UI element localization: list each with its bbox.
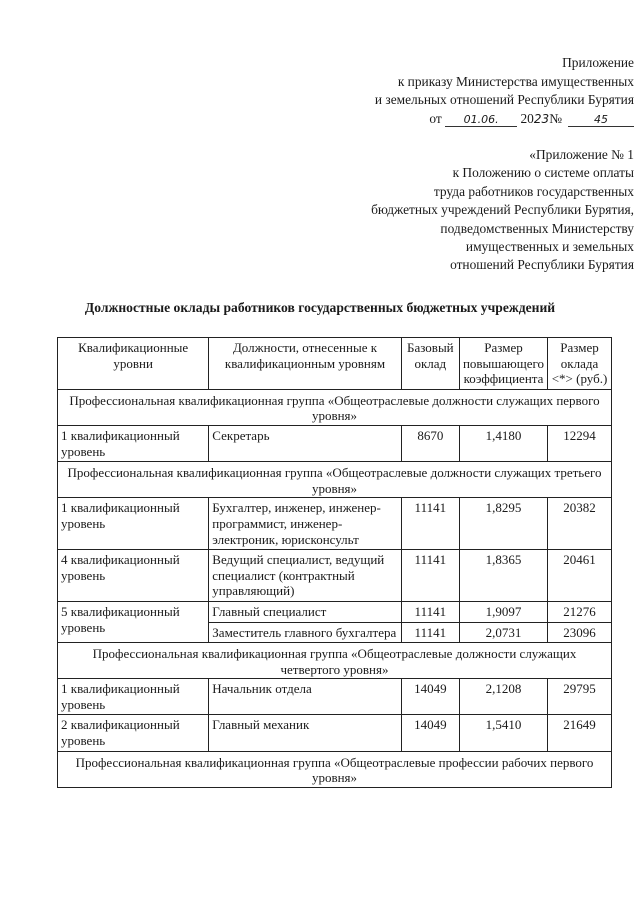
header-base-salary: Базовый оклад <box>401 338 459 390</box>
order-reference-block <box>375 54 634 128</box>
group-row <box>58 751 612 787</box>
cell-position: Главный механик <box>209 715 401 751</box>
appendix-line-7: отношений Республики Бурятия <box>450 257 634 273</box>
order-year-prefix: 20 <box>520 110 534 126</box>
cell-position: Заместитель главного бухгалтера <box>209 622 401 643</box>
table-row <box>58 601 612 622</box>
salary-table <box>57 337 612 788</box>
order-number-label: № <box>549 110 562 126</box>
cell-base-salary: 8670 <box>401 425 459 461</box>
cell-position: Начальник отдела <box>209 679 401 715</box>
cell-coefficient: 1,9097 <box>459 601 547 622</box>
cell-position: Ведущий специалист, ведущий специалист (контрактный управляющий) <box>209 550 401 602</box>
cell-salary: 23096 <box>548 622 612 643</box>
cell-position: Главный специалист <box>209 601 401 622</box>
table-row <box>58 498 612 550</box>
appendix-line-2: к Положению о системе оплаты <box>452 165 634 181</box>
order-year-handwritten: 23 <box>533 111 550 126</box>
cell-salary: 29795 <box>548 679 612 715</box>
cell-salary: 20461 <box>548 550 612 602</box>
table-row <box>58 425 612 461</box>
order-date-line <box>375 110 634 129</box>
cell-salary: 12294 <box>548 425 612 461</box>
cell-base-salary: 11141 <box>401 601 459 622</box>
order-number-handwritten: 45 <box>568 114 634 127</box>
cell-base-salary: 14049 <box>401 715 459 751</box>
table-header-row <box>58 338 612 390</box>
header-line-3: и земельных отношений Республики Бурятия <box>374 92 634 107</box>
cell-coefficient: 1,8365 <box>459 550 547 602</box>
document-title: Должностные оклады работников государственных бюджетных учреждений <box>84 300 556 315</box>
order-prefix: от <box>429 110 442 126</box>
cell-level: 2 квалификационный уровень <box>58 715 209 751</box>
cell-coefficient: 2,0731 <box>459 622 547 643</box>
cell-salary: 21649 <box>548 715 612 751</box>
appendix-reference-block <box>371 146 634 275</box>
cell-position: Бухгалтер, инженер, инженер-программист, инженер-электроник, юрисконсульт <box>209 498 401 550</box>
cell-base-salary: 11141 <box>401 622 459 643</box>
cell-salary: 21276 <box>548 601 612 622</box>
cell-coefficient: 1,4180 <box>459 425 547 461</box>
cell-level: 1 квалификационный уровень <box>58 425 209 461</box>
table-row <box>58 715 612 751</box>
appendix-line-4: бюджетных учреждений Республики Бурятия, <box>371 202 634 218</box>
table-row <box>58 550 612 602</box>
cell-coefficient: 1,8295 <box>459 498 547 550</box>
cell-level: 5 квалификационный уровень <box>58 601 209 642</box>
cell-level: 1 квалификационный уровень <box>58 679 209 715</box>
table-row <box>58 679 612 715</box>
cell-coefficient: 1,5410 <box>459 715 547 751</box>
header-positions: Должности, отнесенные к квалификационным уровням <box>209 338 401 390</box>
appendix-line-5: подведомственных Министерству <box>440 220 634 236</box>
group-title: Профессиональная квалификационная группа «Общеотраслевые должности служащих третьего уровня» <box>58 462 612 498</box>
order-date-handwritten: 01.06. <box>445 114 517 127</box>
cell-level: 1 квалификационный уровень <box>58 498 209 550</box>
cell-level: 4 квалификационный уровень <box>58 550 209 602</box>
header-line-1: Приложение <box>562 55 634 70</box>
group-row <box>58 389 612 425</box>
cell-salary: 20382 <box>548 498 612 550</box>
group-title: Профессиональная квалификационная группа «Общеотраслевые профессии рабочих первого уровня» <box>58 751 612 787</box>
group-row <box>58 643 612 679</box>
cell-base-salary: 14049 <box>401 679 459 715</box>
group-row <box>58 462 612 498</box>
cell-base-salary: 11141 <box>401 550 459 602</box>
cell-coefficient: 2,1208 <box>459 679 547 715</box>
header-salary-size: Размер оклада <*> (руб.) <box>548 338 612 390</box>
cell-base-salary: 11141 <box>401 498 459 550</box>
appendix-line-6: имущественных и земельных <box>465 239 634 255</box>
group-title: Профессиональная квалификационная группа «Общеотраслевые должности служащих первого уровня» <box>58 389 612 425</box>
header-qualification-levels: Квалификационные уровни <box>58 338 209 390</box>
cell-position: Секретарь <box>209 425 401 461</box>
header-coefficient: Размер повышающего коэффициента <box>459 338 547 390</box>
group-title: Профессиональная квалификационная группа «Общеотраслевые должности служащих четвертого уровня» <box>58 643 612 679</box>
appendix-line-1: «Приложение № 1 <box>529 147 634 162</box>
appendix-line-3: труда работников государственных <box>433 183 634 199</box>
header-line-2: к приказу Министерства имущественных <box>397 73 634 89</box>
